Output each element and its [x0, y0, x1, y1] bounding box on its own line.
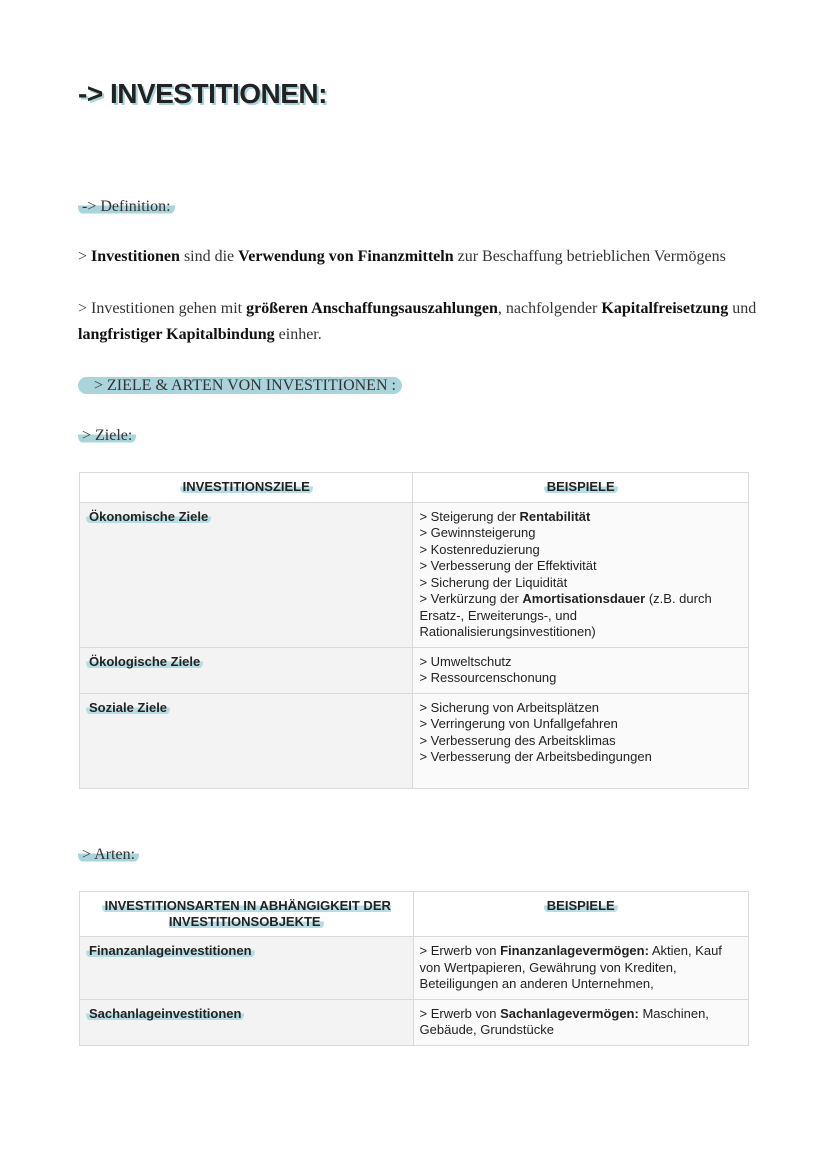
example-item: [419, 749, 742, 766]
ziele-label: > Ziele:: [78, 427, 136, 445]
text: > Verbesserung des Arbeitsklimas: [419, 732, 616, 748]
text: > Sicherung der Liquidität: [419, 574, 568, 590]
bold-text: Finanzanlagevermögen:: [500, 943, 649, 958]
arten-header-beispiele: BEISPIELE: [413, 892, 748, 937]
arten-row-name-label: Sachanlageinvestitionen: [86, 1006, 244, 1021]
example-item: [419, 542, 742, 559]
text: > Sicherung von Arbeitsplätzen: [419, 699, 600, 715]
ziele-table-row: [80, 693, 749, 788]
arten-label: > Arten:: [78, 846, 139, 864]
text: > Steigerung der: [419, 508, 520, 524]
text: > Verkürzung der: [419, 591, 523, 606]
text: > Investitionen gehen mit: [78, 300, 247, 317]
ziele-row-name: [80, 647, 413, 693]
text: > Verringerung von Unfallgefahren: [419, 716, 618, 731]
ziele-row-name-label: Soziale Ziele: [86, 700, 170, 715]
arten-table-row: [80, 999, 749, 1045]
ziele-header-ziele: INVESTITIONSZIELE: [80, 473, 413, 503]
text: > Erwerb von: [419, 943, 501, 958]
text: und: [728, 300, 757, 317]
arten-row-name: [80, 937, 414, 1000]
text: > Kostenreduzierung: [419, 541, 540, 557]
arten-row-name: [80, 999, 414, 1045]
arten-table-header-row: [80, 892, 749, 937]
example-item: [419, 575, 742, 592]
ziele-row-examples: [413, 647, 749, 693]
text: Aktien, Kauf von Wertpapieren, Gewährung von Krediten, Beteiligungen an anderen Unternehmen,: [419, 943, 722, 991]
ziele-table: [79, 472, 749, 789]
text: sind die: [179, 248, 239, 265]
text: Maschinen, Gebäude, Grundstücke: [419, 1005, 709, 1037]
ziele-row-name: [80, 693, 413, 788]
ziele-table-row: [80, 647, 749, 693]
arten-row-examples: [413, 999, 748, 1045]
bold-text: Kapitalfreisetzung: [601, 300, 729, 317]
example-item: [419, 558, 742, 575]
example-item: [419, 591, 742, 641]
bold-text: Sachanlagevermögen:: [500, 1005, 639, 1021]
bold-text: Investitionen: [91, 248, 180, 265]
example-item: [420, 1006, 742, 1039]
text: zur Beschaffung betrieblichen Vermögens: [453, 248, 726, 265]
example-item: [419, 700, 742, 717]
ziele-row-name-label: Ökonomische Ziele: [86, 509, 211, 524]
text: >: [78, 248, 92, 265]
ziele-row-name-label: Ökologische Ziele: [86, 654, 203, 669]
example-item: [419, 670, 742, 687]
text: , nachfolgender: [497, 300, 602, 317]
text: > Verbesserung der Arbeitsbedingungen: [419, 749, 652, 764]
ziele-row-examples: [413, 693, 749, 788]
arten-header-arten: INVESTITIONSARTEN IN ABHÄNGIGKEIT DER INVESTITIONSOBJEKTE: [80, 892, 414, 937]
definition-paragraph-1: [78, 244, 758, 270]
example-item: [419, 525, 742, 542]
text: > Gewinnsteigerung: [419, 525, 536, 540]
page-title: -> INVESTITIONEN:: [78, 78, 327, 109]
arten-table-row: [80, 937, 749, 1000]
arten-row-name-label: Finanzanlageinvestitionen: [86, 943, 255, 958]
bold-text: größeren Anschaffungsauszahlungen: [246, 300, 498, 317]
text: einher.: [274, 326, 322, 343]
text: > Umweltschutz: [419, 653, 512, 669]
ziele-table-header-row: [80, 473, 749, 503]
example-item: [419, 509, 742, 526]
example-item: [419, 733, 742, 750]
ziele-header-beispiele: BEISPIELE: [413, 473, 749, 503]
bold-text: langfristiger Kapitalbindung: [78, 326, 275, 343]
ziele-table-row: [80, 502, 749, 647]
arten-table: [79, 891, 749, 1046]
ziele-row-name: [80, 502, 413, 647]
bold-text: Amortisationsdauer: [522, 591, 646, 606]
text: > Verbesserung der Effektivität: [419, 558, 597, 573]
example-item: [419, 716, 742, 733]
arten-row-examples: [413, 937, 748, 1000]
text: (z.B. durch Ersatz-, Erweiterungs-, und Rationalisierungsinvestitionen): [419, 591, 712, 639]
example-item: [419, 654, 742, 671]
example-item: [420, 943, 742, 993]
bold-text: Rentabilität: [519, 508, 591, 524]
definition-paragraph-2: [78, 296, 758, 348]
bold-text: Verwendung von Finanzmitteln: [238, 248, 454, 265]
text: > Ressourcenschonung: [419, 670, 557, 685]
text: > Erwerb von: [419, 1005, 501, 1021]
definition-label: -> Definition:: [78, 198, 175, 216]
ziele-row-examples: [413, 502, 749, 647]
ziele-arten-heading: > ZIELE & ARTEN VON INVESTITIONEN :: [78, 377, 402, 395]
